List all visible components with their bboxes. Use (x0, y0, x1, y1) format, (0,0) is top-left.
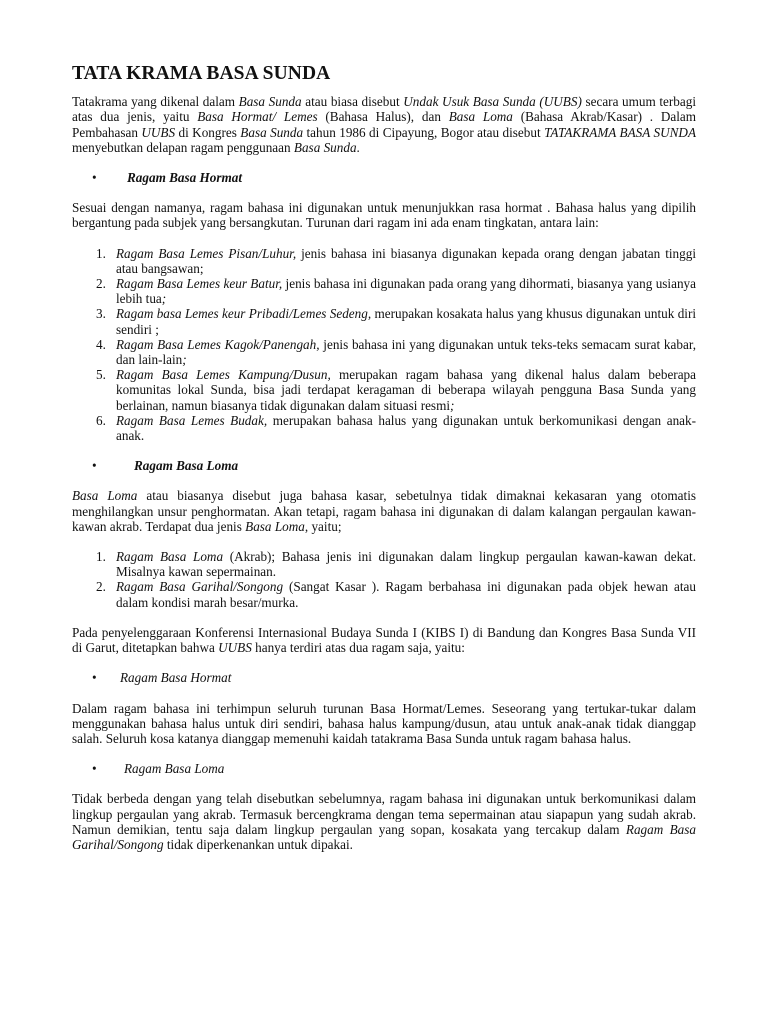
em-text: Basa Loma (245, 518, 305, 534)
list-item-text (116, 413, 696, 443)
section1-paragraph: Sesuai dengan namanya, ragam bahasa ini digunakan untuk menunjukkan rasa hormat . Bahasa halus yang dipilih bergantung pada subjek yang bersangkutan. Turunan dari ragam ini ada enam tingkatan, antara lain: (72, 200, 696, 231)
intro-text: di Kongres (175, 124, 241, 140)
bullet-icon: • (92, 670, 97, 686)
section-heading-text: Ragam Basa Hormat (120, 670, 232, 686)
bullet-icon: • (92, 761, 97, 777)
list-item-text (116, 549, 696, 579)
list-item (72, 579, 696, 609)
bullet-icon: • (92, 170, 97, 186)
list-number: 4. (96, 336, 106, 352)
list-item-text (116, 276, 696, 306)
list-number: 1. (96, 549, 106, 565)
intro-em: Basa Sunda (293, 139, 357, 155)
body-text: tidak diperkenankan untuk dipakai. (163, 836, 353, 852)
intro-em: UUBS (141, 124, 176, 140)
list-item (72, 367, 696, 413)
em-text: Ragam Basa Lemes Kampung/Dusun, (116, 367, 331, 383)
section-heading-text: Ragam Basa Loma (124, 761, 225, 777)
body-text: merupakan ragam bahasa yang dikenal halus dalam beberapa komunitas lokal Sunda, bisa jadi terdapat keragaman di beberapa wilayah pengguna Basa Sunda yang berlainan, namun biasanya tidak digunakan dalam situasi resmi (116, 367, 696, 413)
intro-text: tahun 1986 di Cipayung, Bogor atau disebut (303, 124, 545, 140)
list-item-text (116, 306, 696, 336)
list-item (72, 549, 696, 579)
body-text: Pada penyelenggaraan Konferensi Internasional Budaya Sunda I (KIBS I) di Bandung dan Kongres Basa Sunda VII di Garut, ditetapkan bahwa (72, 624, 696, 656)
list-number: 2. (96, 276, 106, 292)
em-text: Ragam Basa Lemes keur Batur, (116, 276, 283, 292)
em-text: ; (161, 291, 167, 307)
section-heading-text: Ragam Basa Loma (134, 458, 239, 474)
list-item-text (116, 367, 696, 413)
list-number: 6. (96, 412, 106, 428)
intro-em: Basa Sunda (238, 94, 302, 110)
intro-text: secara umum terbagi atas dua jenis, yaitu (72, 94, 696, 125)
em-text: ; (182, 352, 187, 368)
em-text: Ragam Basa Lemes Budak, (116, 412, 268, 428)
intro-em: Undak Usuk Basa Sunda (UUBS) (403, 94, 582, 110)
intro-em: Basa Sunda (240, 124, 304, 140)
intro-text: (Bahasa Akrab/Kasar) . Dalam Pembahasan (72, 109, 696, 140)
intro-text: Tatakrama yang dikenal dalam (72, 94, 239, 110)
body-text: jenis bahasa ini yang digunakan untuk teks-teks semacam surat kabar, dan lain-lain (116, 336, 696, 368)
list-item-text (116, 579, 696, 609)
list-number: 2. (96, 579, 106, 595)
intro-em: Basa Loma (448, 109, 513, 125)
em-text: Basa Loma (72, 488, 138, 504)
em-text: ; (450, 397, 455, 413)
list-item (72, 306, 696, 336)
intro-text: (Bahasa Halus), dan (317, 109, 449, 125)
body-text: , yaitu; (304, 518, 342, 534)
list-item (72, 276, 696, 306)
list-number: 5. (96, 367, 106, 383)
body-text: (Sangat Kasar ). Ragam berbahasa ini digunakan pada objek hewan atau dalam kondisi marah besar/murka. (116, 579, 696, 610)
body-text: hanya terdiri atas dua ragam saja, yaitu: (251, 640, 465, 656)
em-text: UUBS (218, 640, 252, 656)
page-title: TATA KRAMA BASA SUNDA (72, 63, 331, 84)
section-heading-basa-loma-2 (72, 761, 696, 776)
section3-paragraph: Dalam ragam bahasa ini terhimpun seluruh turunan Basa Hormat/Lemes. Seseorang yang tertukar-tukar dalam menggunakan bahasa halus untuk diri sendiri, bahasa halus kampung/dusun, atau untuk anak-anak tidak dianggap salah. Seluruh kosa katanya dianggap memenuhi kaidah tatakrama Basa Sunda untuk ragam bahasa halus. (72, 700, 696, 746)
intro-em: Basa Hormat/ Lemes (197, 109, 318, 125)
document-page (72, 60, 696, 852)
list-number: 3. (96, 306, 106, 322)
list-item-text (116, 337, 696, 367)
list-item (72, 337, 696, 367)
body-text: merupakan kosakata halus yang khusus digunakan untuk diri sendiri ; (116, 306, 697, 337)
section-heading-basa-hormat-2 (72, 670, 696, 685)
body-text: jenis bahasa ini digunakan pada orang yang dihormati, biasanya yang usianya lebih tua (116, 276, 696, 307)
section-heading-basa-hormat (72, 170, 696, 185)
intro-paragraph (72, 94, 696, 155)
section2-paragraph (72, 488, 696, 534)
em-text: Ragam Basa Garihal/Songong (116, 579, 284, 595)
body-text: jenis bahasa ini biasanya digunakan kepada orang dengan jabatan tinggi atau bangsawan; (116, 245, 697, 276)
section-heading-basa-loma (72, 458, 696, 473)
intro-text: atau biasa disebut (301, 94, 404, 110)
em-text: Ragam Basa Garihal/Songong (72, 821, 696, 852)
section-heading-text: Ragam Basa Hormat (127, 170, 243, 186)
em-text: Ragam Basa Loma (116, 549, 224, 565)
loma-types-list (72, 549, 696, 610)
intro-em: TATAKRAMA BASA SUNDA (544, 124, 696, 140)
list-item (72, 246, 696, 276)
list-item-text (116, 246, 696, 276)
list-number: 1. (96, 245, 106, 261)
intro-text: menyebutkan delapan ragam penggunaan (72, 139, 294, 155)
intro-text: . (356, 139, 360, 155)
em-text: Ragam Basa Lemes Kagok/Panengah, (116, 336, 320, 352)
hormat-levels-list (72, 246, 696, 444)
em-text: Ragam Basa Lemes Pisan/Luhur, (116, 245, 297, 261)
body-text: merupakan bahasa halus yang digunakan untuk berkomunikasi dengan anak-anak. (116, 412, 696, 444)
em-text: Ragam basa Lemes keur Pribadi/Lemes Sedeng, (116, 306, 372, 322)
section4-paragraph (72, 791, 696, 852)
body-text: (Akrab); Bahasa jenis ini digunakan dalam lingkup pergaulan kawan-kawan dekat. Misalnya kawan sepermainan. (116, 549, 697, 580)
body-text: atau biasanya disebut juga bahasa kasar, sebetulnya tidak dimaknai kekasaran yang otomatis menghilangkan unsur penghormatan. Akan tetapi, ragam bahasa ini digunakan di dalam kalangan pergaulan kawan-kawan akrab. Terdapat dua jenis (72, 488, 696, 534)
kibs-paragraph (72, 625, 696, 655)
bullet-icon: • (92, 458, 97, 474)
list-item (72, 413, 696, 443)
body-text: Tidak berbeda dengan yang telah disebutkan sebelumnya, ragam bahasa ini digunakan untuk berkomunikasi dalam lingkup pergaulan yang akrab. Termasuk bercengkrama dengan tema sepermainan atau siapapun yang sudah akrab. Namun demikian, tentu saja dalam lingkup pergaulan yang sopan, kosakata yang tercakup dalam (72, 791, 696, 837)
